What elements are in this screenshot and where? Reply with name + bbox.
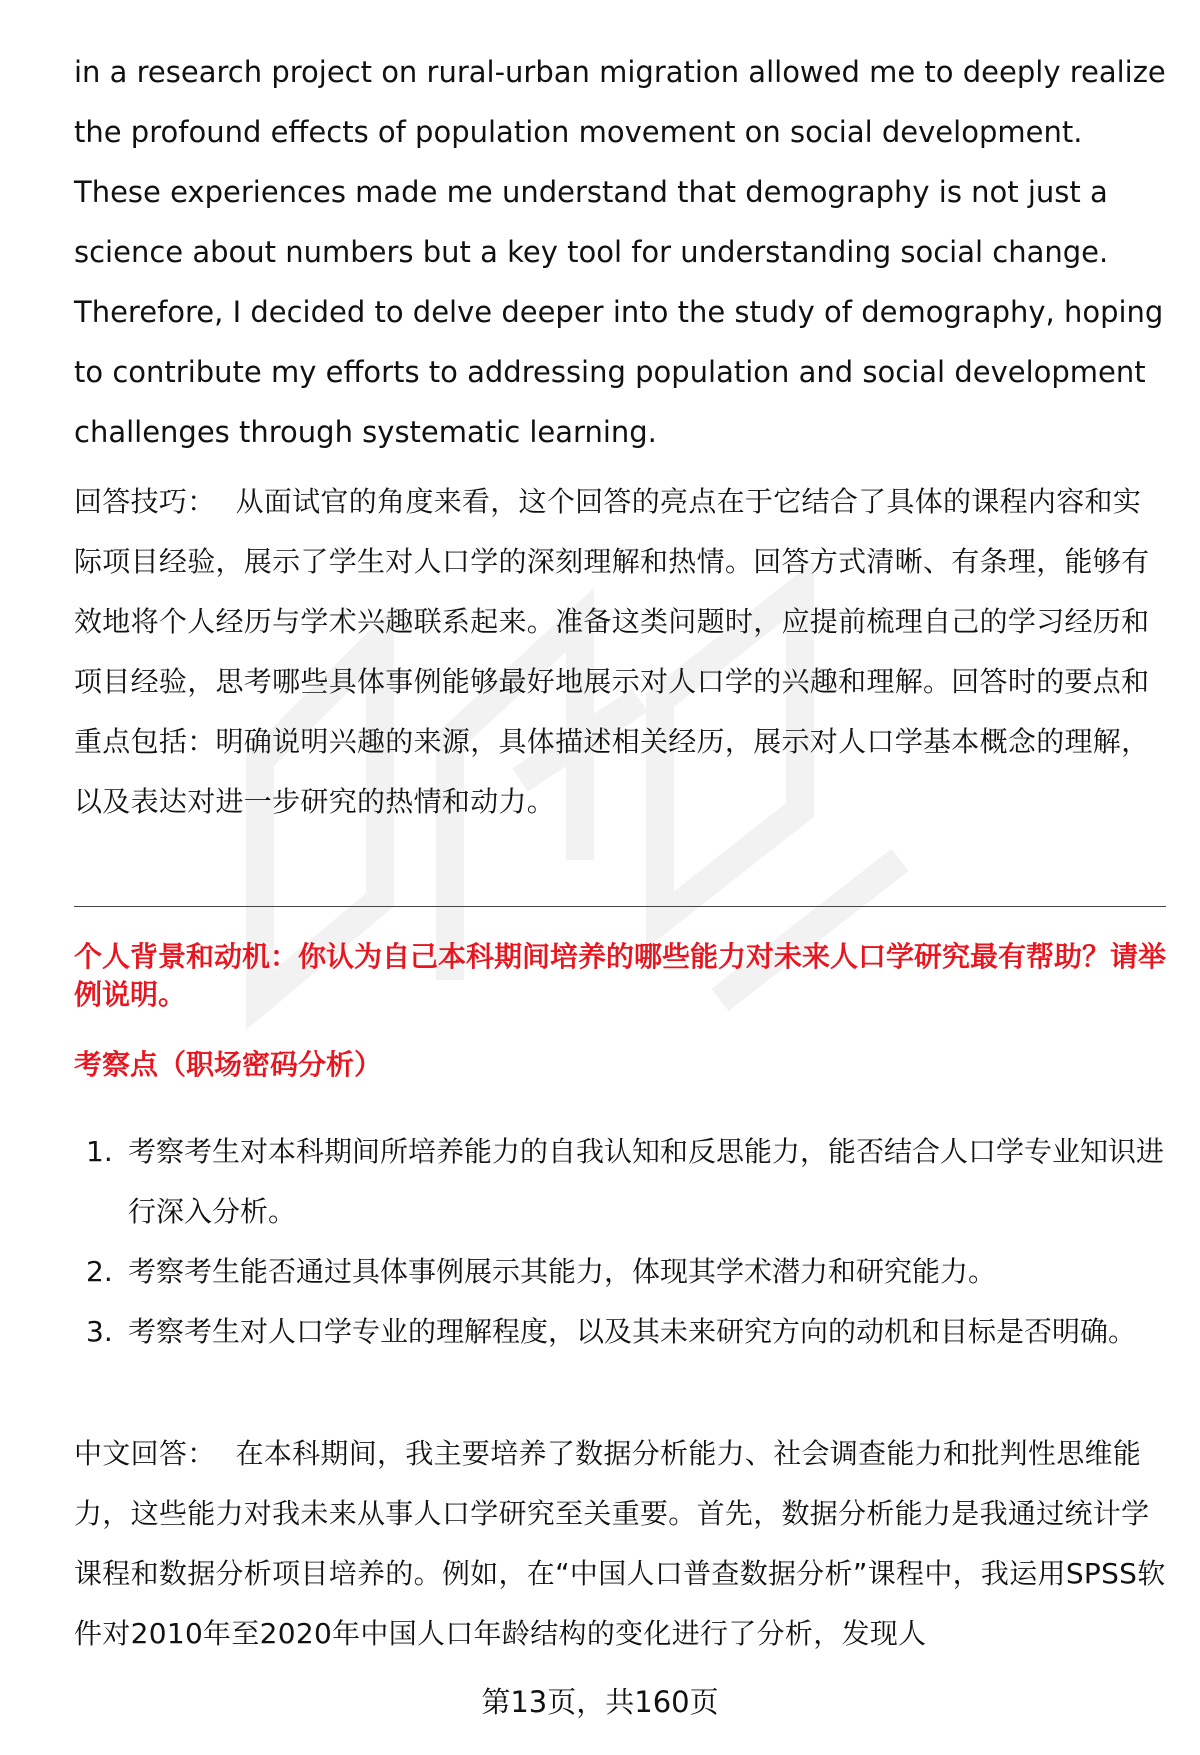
focus-heading: 考察点（职场密码分析） xyxy=(74,1048,383,1081)
answer-tips-label: 回答技巧： xyxy=(74,485,216,518)
focus-heading-section xyxy=(74,1046,1166,1084)
question-title: 个人背景和动机：你认为自己本科期间培养的哪些能力对未来人口学研究最有帮助？请举例说明。 xyxy=(74,940,1167,1011)
list-item-number: 2. xyxy=(86,1255,113,1288)
chinese-answer-label: 中文回答： xyxy=(74,1437,216,1470)
section-divider xyxy=(74,906,1166,907)
intro-paragraph: in a research project on rural-urban migration allowed me to deeply realize the profound effects of population movement on social development. These experiences made me understand that demography is not just a science about numbers but a key tool for understanding social change. Therefore, I decided to delve deeper into the study of demography, hoping to contribute my efforts to addressing population and social development challenges through systematic learning. xyxy=(74,55,1166,449)
list-item-text: 考察考生能否通过具体事例展示其能力，体现其学术潜力和研究能力。 xyxy=(128,1255,997,1288)
list-item-number: 1. xyxy=(86,1135,113,1168)
list-item xyxy=(74,1242,1166,1302)
answer-tips-text: 从面试官的角度来看，这个回答的亮点在于它结合了具体的课程内容和实际项目经验，展示了学生对人口学的深刻理解和热情。回答方式清晰、有条理，能够有效地将个人经历与学术兴趣联系起来。准备这类问题时，应提前梳理自己的学习经历和项目经验，思考哪些具体事例能够最好地展示对人口学的兴趣和理解。回答时的要点和重点包括：明确说明兴趣的来源，具体描述相关经历，展示对人口学基本概念的理解，以及表达对进一步研究的热情和动力。 xyxy=(74,485,1150,818)
list-item-text: 考察考生对本科期间所培养能力的自我认知和反思能力，能否结合人口学专业知识进行深入分析。 xyxy=(128,1135,1165,1228)
list-item xyxy=(74,1302,1166,1362)
list-item-number: 3. xyxy=(86,1315,113,1348)
question-section xyxy=(74,938,1166,1014)
chinese-answer-paragraph xyxy=(74,1424,1166,1664)
focus-points-list xyxy=(74,1122,1166,1362)
page-footer: 第13页，共160页 xyxy=(481,1685,719,1719)
answer-tips-paragraph xyxy=(74,472,1166,832)
list-item-text: 考察考生对人口学专业的理解程度，以及其未来研究方向的动机和目标是否明确。 xyxy=(128,1315,1137,1348)
intro-section xyxy=(74,42,1166,462)
focus-points-section xyxy=(74,1122,1166,1362)
answer-tips-section xyxy=(74,472,1166,832)
chinese-answer-text: 在本科期间，我主要培养了数据分析能力、社会调查能力和批判性思维能力，这些能力对我未来从事人口学研究至关重要。首先，数据分析能力是我通过统计学课程和数据分析项目培养的。例如，在“中国人口普查数据分析”课程中，我运用SPSS软件对2010年至2020年中国人口年龄结构的变化进行了分析，发现人 xyxy=(74,1437,1166,1650)
chinese-answer-section xyxy=(74,1424,1166,1664)
list-item xyxy=(74,1122,1166,1242)
